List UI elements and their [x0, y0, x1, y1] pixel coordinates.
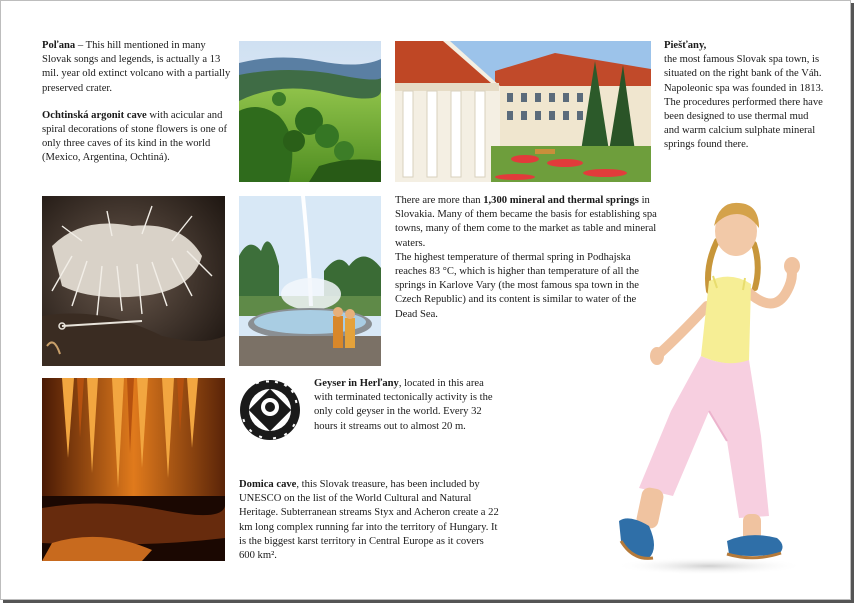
text-block-domica [239, 478, 501, 563]
photo-polana-hills [239, 41, 381, 182]
heading-ochtinska: Ochtinská argonit cave [42, 109, 147, 121]
heading-springs: 1,300 mineral and thermal springs [483, 195, 639, 206]
text-polana: – This hill mentioned in many Slovak songs and legends, is actually a 13 mil. year old extinct volcano with a partially preserved crater. [42, 40, 231, 94]
heading-domica: Domica cave [239, 479, 297, 490]
text-block-polana-ochtinska [42, 39, 234, 166]
heading-geyser: Geyser in Herľany [314, 378, 399, 389]
unesco-heritage-logo [238, 378, 302, 442]
paragraph-domica [239, 478, 501, 563]
paragraph-ochtinska [42, 109, 234, 166]
text-springs-body2: The highest temperature of thermal spring in Podhajska reaches 83 °C, which is higher than temperature of all the springs in Karlove Vary (the most famous spa town in the Czech Republic) and its content is similar to water of the Dead Sea. [395, 251, 640, 320]
text-springs-intro: There are more than [395, 195, 484, 206]
text-springs-body1: in Slovakia. Many of them became the basis for establishing spa towns, many of them come to the market as table and mineral waters. [395, 195, 657, 249]
paragraph-polana [42, 39, 234, 96]
text-block-piestany [664, 39, 824, 153]
text-geyser: , located in this area with terminated tectonically activity is the only cold geyser in the world. Every 32 hours it streams out to almost 20 m. [314, 378, 493, 432]
text-ochtinska: with acicular and spiral decorations of stone flowers is one of only three caves of its kind in the world (Mexico, Argentina, Ochtiná). [42, 109, 228, 164]
text-domica: , this Slovak treasure, has been included by UNESCO on the list of the World Cultural and Natural Heritage. Subterranean streams Styx and Acheron create a 22 km long complex running far into the territory of Hungary. It is the biggest karst territory in Central Europe as it covers 600 km². [239, 479, 499, 562]
heading-polana: Poľana [42, 40, 76, 51]
photo-piestany-spa [395, 41, 651, 182]
paragraph-piestany [664, 39, 824, 153]
heading-piestany: Piešťany, [664, 40, 707, 51]
text-piestany: the most famous Slovak spa town, is situated on the right bank of the Váh. Napoleonic spa was founded in 1813. The procedures performed there have been designed to use thermal mud and warm calcium sulphate mineral springs found there. [664, 54, 824, 151]
photo-fountain [239, 196, 381, 366]
text-block-geyser [314, 377, 504, 434]
photo-ochtinska-cave [42, 196, 225, 366]
photo-girl-walking [609, 196, 814, 576]
paragraph-geyser [314, 377, 504, 434]
photo-domica-cave [42, 378, 225, 561]
